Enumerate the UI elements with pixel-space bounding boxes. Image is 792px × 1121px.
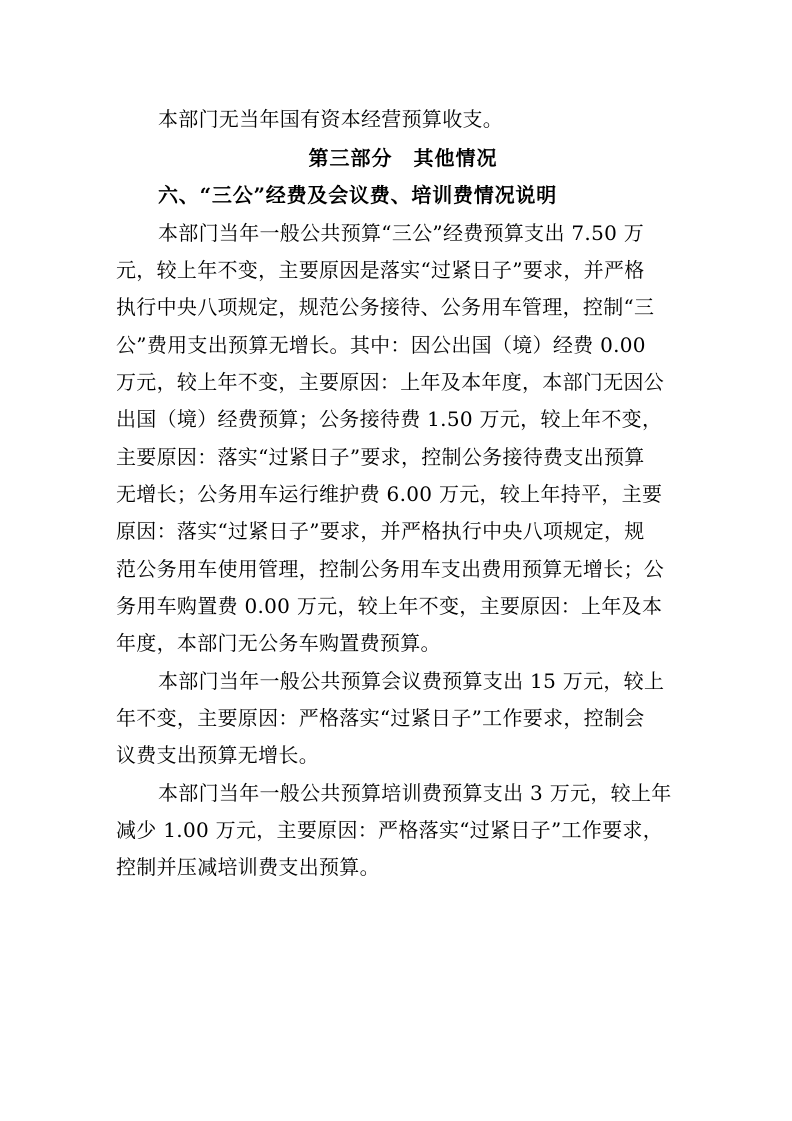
paragraph-line: 主要原因：落实“过紧日子”要求，控制公务接待费支出预算 <box>116 445 645 469</box>
paragraph-line: 无增长；公务用车运行维护费 6.00 万元，较上年持平，主要 <box>116 482 663 506</box>
intro-line: 本部门无当年国有资本经营预算收支。 <box>158 107 504 131</box>
paragraph-line: 公”费用支出预算无增长。其中：因公出国（境）经费 0.00 <box>116 333 646 357</box>
section-title: 六、“三公”经费及会议费、培训费情况说明 <box>158 183 558 207</box>
paragraph-line: 范公务用车使用管理，控制公务用车支出费用预算无增长；公 <box>116 557 665 581</box>
paragraph-line: 务用车购置费 0.00 万元，较上年不变，主要原因：上年及本 <box>116 594 663 618</box>
paragraph-line: 万元，较上年不变，主要原因：上年及本年度，本部门无因公 <box>116 370 665 394</box>
part-title: 第三部分 其他情况 <box>308 146 498 170</box>
paragraph-line: 年度，本部门无公务车购置费预算。 <box>116 631 441 655</box>
paragraph-line: 控制并压减培训费支出预算。 <box>116 855 380 879</box>
paragraph-line: 原因：落实“过紧日子”要求，并严格执行中央八项规定，规 <box>116 519 645 543</box>
paragraph-line: 年不变，主要原因：严格落实“过紧日子”工作要求，控制会 <box>116 706 645 730</box>
paragraph-line: 本部门当年一般公共预算培训费预算支出 3 万元，较上年 <box>158 781 672 805</box>
paragraph-line: 本部门当年一般公共预算“三公”经费预算支出 7.50 万 <box>158 221 645 245</box>
paragraph-line: 议费支出预算无增长。 <box>116 743 319 767</box>
paragraph-line: 本部门当年一般公共预算会议费预算支出 15 万元，较上 <box>158 669 665 693</box>
paragraph-line: 减少 1.00 万元，主要原因：严格落实“过紧日子”工作要求， <box>116 818 663 842</box>
paragraph-line: 出国（境）经费预算；公务接待费 1.50 万元，较上年不变， <box>116 407 663 431</box>
paragraph-line: 执行中央八项规定，规范公务接待、公务用车管理，控制“三 <box>116 295 655 319</box>
paragraph-line: 元，较上年不变，主要原因是落实“过紧日子”要求，并严格 <box>116 258 645 282</box>
